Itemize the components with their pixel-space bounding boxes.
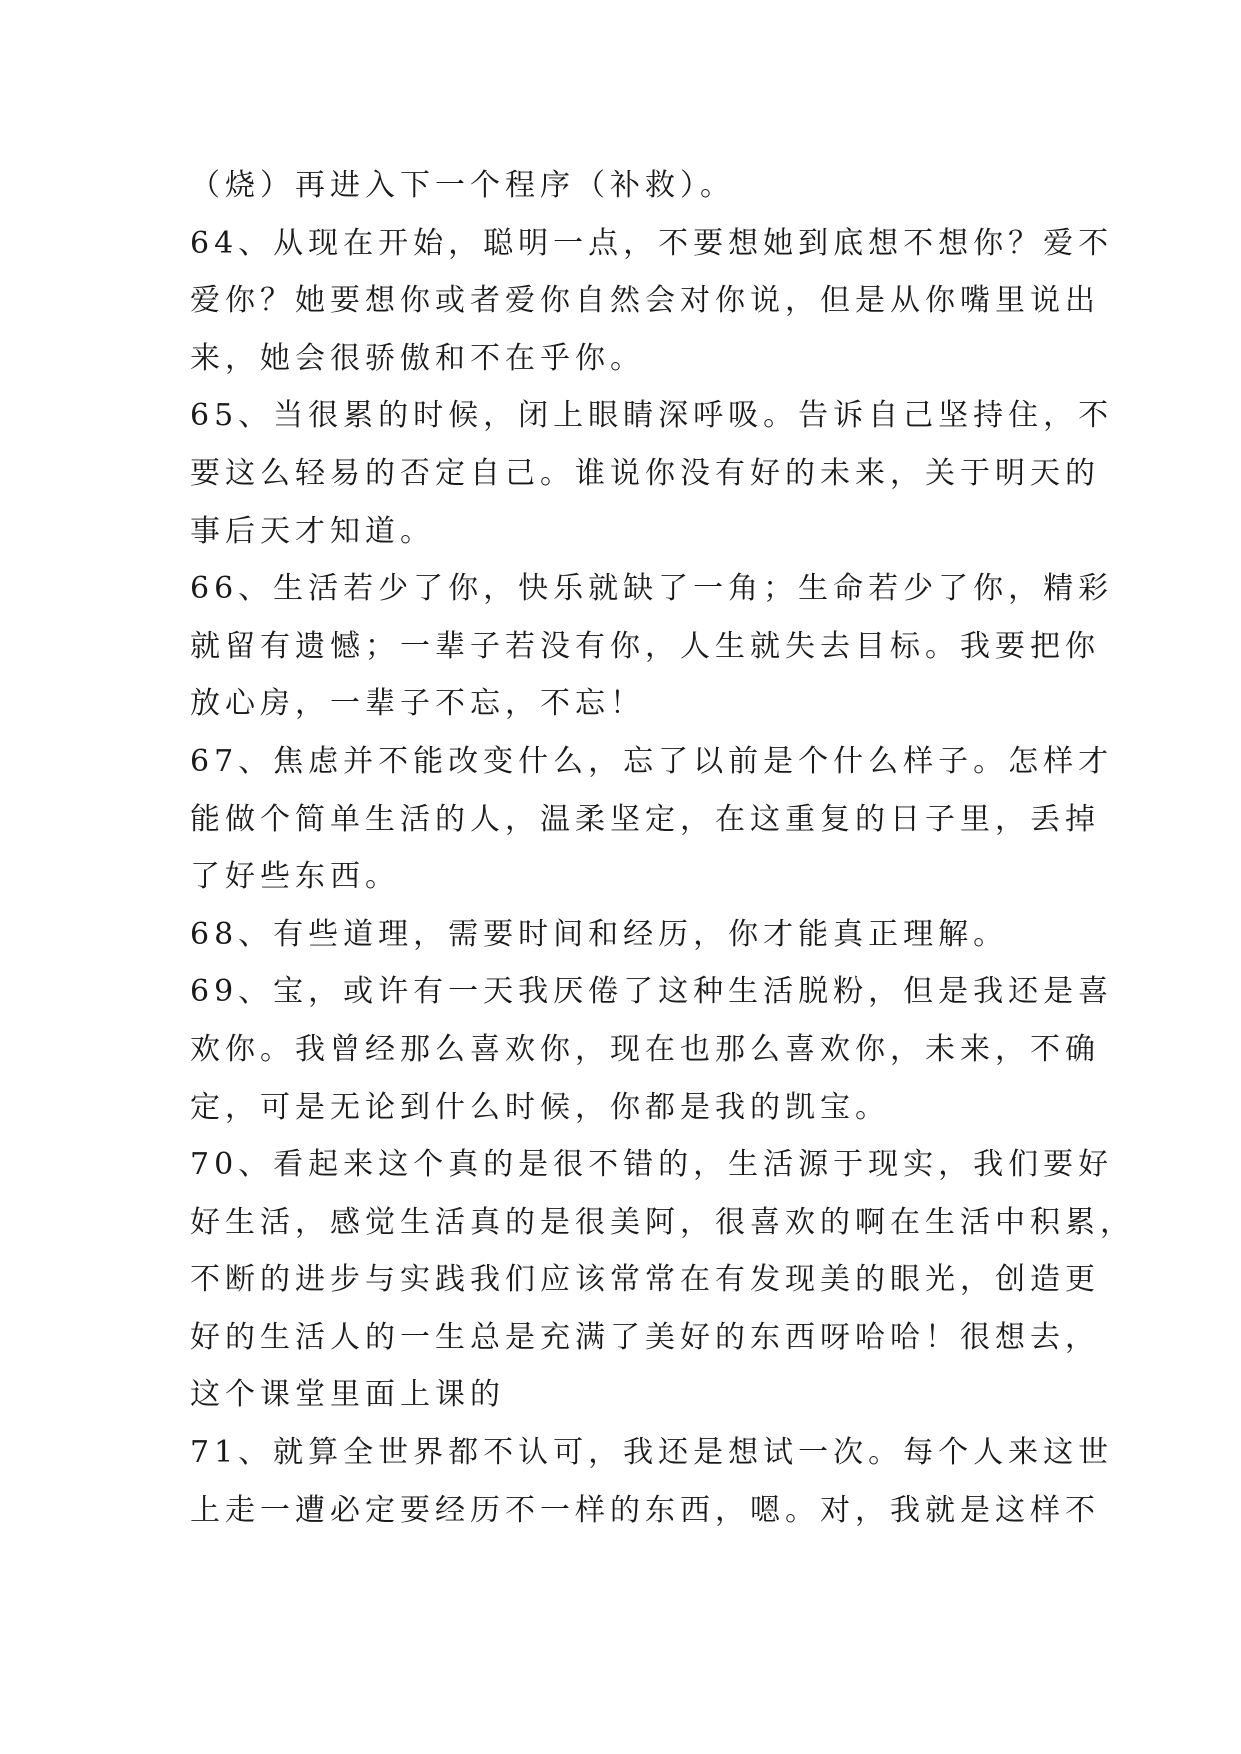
text-line: 71、就算全世界都不认可，我还是想试一次。每个人来这世 <box>190 1435 1114 1471</box>
text-line: 事后天才知道。 <box>190 513 435 549</box>
text-line: 能做个简单生活的人，温柔坚定，在这重复的日子里，丢掉 <box>190 801 1100 837</box>
text-line: 来，她会很骄傲和不在乎你。 <box>190 340 645 376</box>
text-line: 了好些东西。 <box>190 859 400 895</box>
text-line: 不断的进步与实践我们应该常常在有发现美的眼光，创造更 <box>190 1262 1100 1298</box>
text-line: 爱你？她要想你或者爱你自然会对你说，但是从你嘴里说出 <box>190 283 1100 319</box>
text-line: 欢你。我曾经那么喜欢你，现在也那么喜欢你，未来，不确 <box>190 1031 1100 1067</box>
text-line: 65、当很累的时候，闭上眼睛深呼吸。告诉自己坚持住，不 <box>190 398 1114 434</box>
text-line: 要这么轻易的否定自己。谁说你没有好的未来，关于明天的 <box>190 455 1100 491</box>
text-line: 好的生活人的一生总是充满了美好的东西呀哈哈！很想去， <box>190 1319 1100 1355</box>
text-line: 就留有遗憾；一辈子若没有你，人生就失去目标。我要把你 <box>190 628 1100 664</box>
text-line: （烧）再进入下一个程序（补救）。 <box>190 168 735 203</box>
text-line: 定，可是无论到什么时候，你都是我的凯宝。 <box>190 1089 890 1125</box>
text-line: 这个课堂里面上课的 <box>190 1377 505 1413</box>
text-line: 68、有些道理，需要时间和经历，你才能真正理解。 <box>190 916 1009 952</box>
document-body <box>190 157 1135 1539</box>
text-line: 放心房，一辈子不忘，不忘！ <box>190 686 645 722</box>
text-line: 67、焦虑并不能改变什么，忘了以前是个什么样子。怎样才 <box>190 743 1114 779</box>
text-line: 上走一遭必定要经历不一样的东西，嗯。对，我就是这样不 <box>190 1492 1100 1528</box>
text-line: 66、生活若少了你，快乐就缺了一角；生命若少了你，精彩 <box>190 571 1114 607</box>
text-line: 好生活，感觉生活真的是很美阿，很喜欢的啊在生活中积累， <box>190 1204 1135 1240</box>
text-line: 69、宝，或许有一天我厌倦了这种生活脱粉，但是我还是喜 <box>190 974 1114 1010</box>
text-line: 70、看起来这个真的是很不错的，生活源于现实，我们要好 <box>190 1147 1114 1183</box>
text-line: 64、从现在开始，聪明一点，不要想她到底想不想你？爱不 <box>190 225 1114 261</box>
